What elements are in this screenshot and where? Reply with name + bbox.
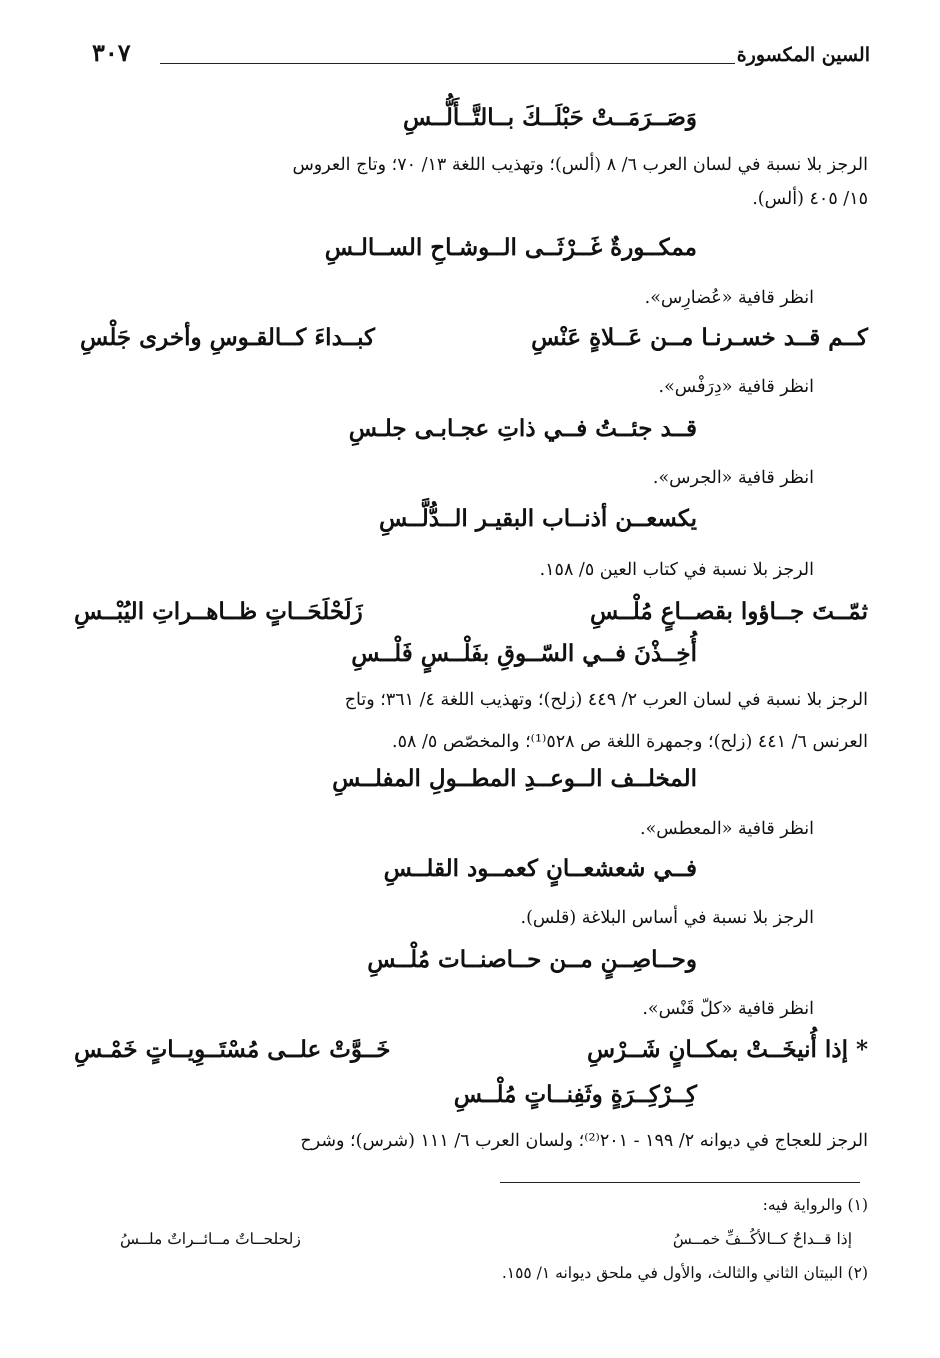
verse-line: يكسعــن أذنــاب البقيـر الــدُّلَّــسِ [379, 505, 697, 532]
cross-reference: انظر قافية «دِرَفْس». [658, 377, 814, 397]
header-rule [160, 63, 735, 64]
footnote-2: (٢) البيتان الثاني والثالث، والأول في ملحق ديوانه ١/ ١٥٥. [501, 1264, 868, 1282]
citation-line: ١٥/ ٤٠٥ (ألس). [752, 189, 868, 209]
verse-line: ممكــورةٌ غَــرْثَــى الــوشـاحِ الســالـسِ [324, 234, 697, 261]
verse-line: كِــرْكِــرَةٍ وثَفِنــاتٍ مُلْــسِ [453, 1081, 697, 1108]
cross-reference: انظر قافية «المعطس». [640, 819, 814, 839]
footnote-1-verse-second: زلحلحــاتٌ مــائــراتٌ ملــسُ [120, 1230, 301, 1248]
citation-line: الرجز للعجاج في ديوانه ٢/ ١٩٩ - ٢٠١⁽²⁾؛ ولسان العرب ٦/ ١١١ (شرس)؛ وشرح [300, 1131, 868, 1151]
cross-reference: انظر قافية «كلّ قَنْس». [642, 999, 814, 1019]
verse-hemistich-first: ثمّــتَ جــاؤوا بقصــاعٍ مُلْــسِ [589, 598, 868, 625]
citation-line: الرجز بلا نسبة في لسان العرب ٢/ ٤٤٩ (زلح)؛ وتهذيب اللغة ٤/ ٣٦١؛ وتاج [344, 690, 868, 710]
verse-hemistich-second: كبــداءَ كــالقـوسِ وأخرى جَلْسِ [80, 324, 376, 351]
verse-line: أُخِــذْنَ فــي السّــوقِ بفَلْــسٍ فَلْــسِ [351, 640, 697, 667]
citation-line: الرجز بلا نسبة في كتاب العين ٥/ ١٥٨. [539, 560, 814, 580]
cross-reference: انظر قافية «عُضارِس». [644, 288, 814, 308]
page-number: ٣٠٧ [92, 38, 131, 67]
verse-line: وَصَــرَمَــتْ حَبْلَــكَ بــالتَّــأَلُّــسِ [403, 104, 697, 131]
verse-hemistich-first: * إذا أُنيخَــتْ بمكــانٍ شَــرْسِ [586, 1036, 868, 1063]
verse-hemistich-second: خَــوَّتْ علــى مُسْتَــوِيــاتٍ خَمْـسِ [74, 1036, 391, 1063]
verse-line: المخلــف الــوعــدِ المطــولِ المفلــسِ [332, 765, 697, 792]
cross-reference: انظر قافية «الجرس». [652, 468, 814, 488]
verse-line: وحــاصِــنٍ مــن حــاصنــات مُلْــسِ [367, 946, 697, 973]
verse-line: فــي شعشعــانٍ كعمــود القلــسِ [383, 855, 697, 882]
citation-line: الرجز بلا نسبة في لسان العرب ٦/ ٨ (ألس)؛ وتهذيب اللغة ١٣/ ٧٠؛ وتاج العروس [292, 155, 868, 175]
verse-hemistich-second: زَلَحْلَحَــاتٍ ظــاهــراتِ اليُبْــسِ [74, 598, 363, 625]
verse-hemistich-first: كــم قــد خسـرنـا مــن عَــلاةٍ عَنْسِ [531, 324, 868, 351]
footnote-rule [500, 1182, 860, 1183]
footnote-1-label: (١) والرواية فيه: [762, 1196, 868, 1214]
footnote-1-verse-first: إذا قــداحٌ كــالأكُــفِّ خمــسُ [672, 1230, 852, 1248]
running-header-title: السين المكسورة [736, 44, 870, 66]
verse-line: قــد جئــتُ فــي ذاتِ عجـابـى جلـسِ [348, 415, 697, 442]
citation-line: الرجز بلا نسبة في أساس البلاغة (قلس). [520, 908, 814, 928]
citation-line: العرنس ٦/ ٤٤١ (زلح)؛ وجمهرة اللغة ص ٥٢٨⁽¹⁾؛ والمخصّص ٥/ ٥٨. [392, 732, 868, 752]
